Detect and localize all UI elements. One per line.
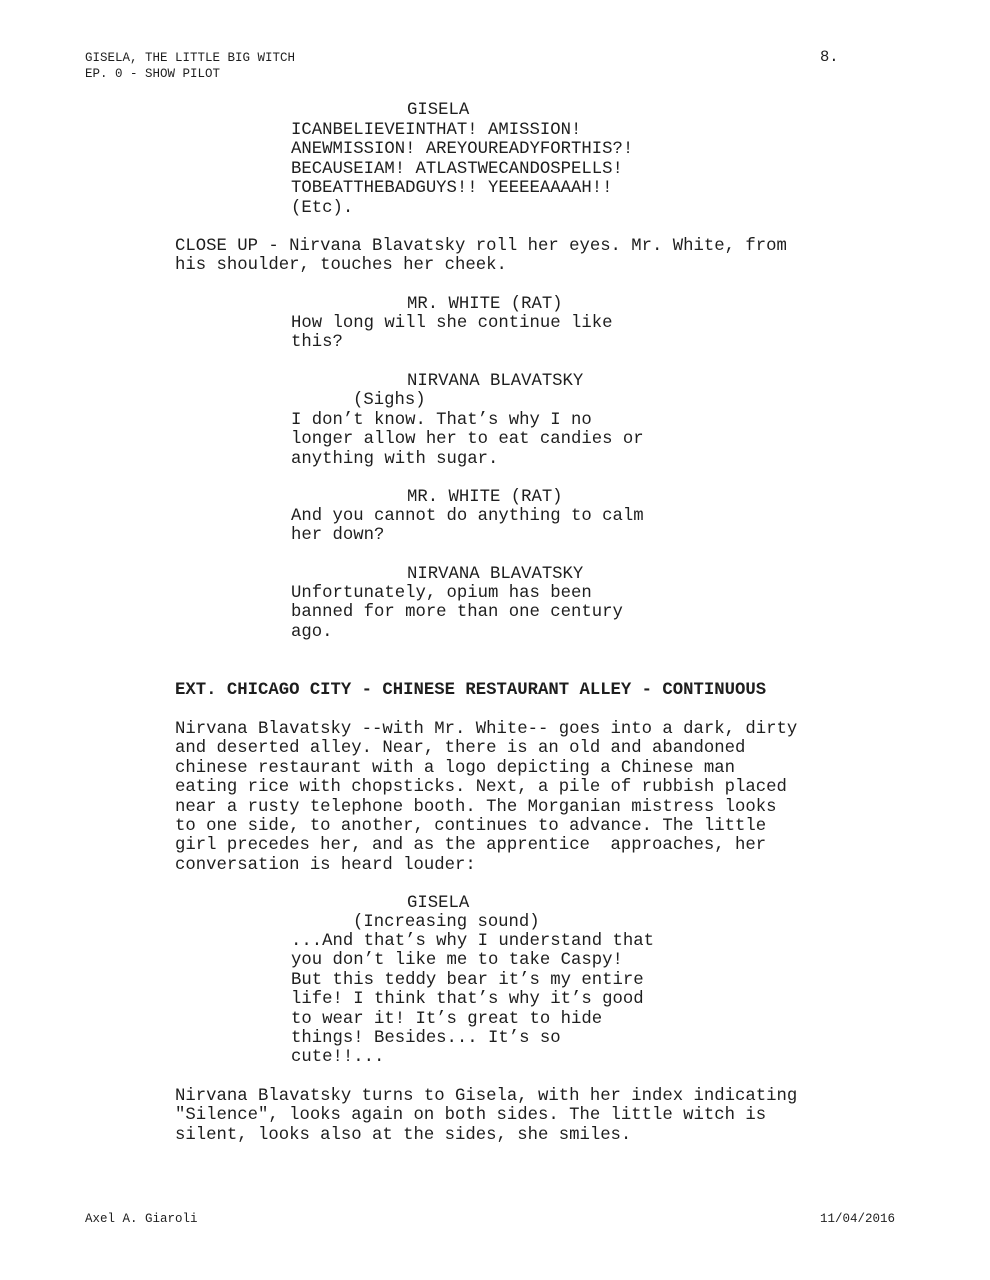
page-date: 11/04/2016 [820,1212,896,1226]
page-header [85,50,295,82]
parenthetical: (Increasing sound) [353,913,540,932]
character-name: MR. WHITE (RAT) [407,295,563,314]
action-line: Nirvana Blavatsky turns to Gisela, with her index indicating "Silence", looks again on both sides. The little witch is silent, looks also at the sides, she smiles. [175,1087,798,1145]
page-number: 8. [820,48,839,66]
character-name: MR. WHITE (RAT) [407,488,563,507]
dialogue: And you cannot do anything to calm her down? [291,507,644,546]
parenthetical: (Sighs) [353,391,426,410]
action-line: Nirvana Blavatsky --with Mr. White-- goes into a dark, dirty and deserted alley. Near, there is an old and abandoned chinese restaurant with a logo depicting a Chinese man eating rice with chopsticks. Next, a pile of rubbish placed near a rusty telephone booth. The Morganian mistress looks to one side, to another, continues to advance. The little girl precedes her, and as the apprentice approaches, her conversation is heard louder: [175,720,798,875]
dialogue: How long will she continue like this? [291,314,613,353]
dialogue: ICANBELIEVEINTHAT! AMISSION! ANEWMISSION! AREYOUREADYFORTHIS?! BECAUSEIAM! ATLASTWECANDOSPELLS! TOBEATTHEBADGUYS!! YEEEEAAAAH!! (Etc). [291,121,634,218]
character-name: GISELA [407,894,470,913]
character-name: NIRVANA BLAVATSKY [407,372,584,391]
action-line: CLOSE UP - Nirvana Blavatsky roll her eyes. Mr. White, from his shoulder, touches her cheek. [175,237,787,276]
author-name: Axel A. Giaroli [85,1212,198,1226]
character-name: NIRVANA BLAVATSKY [407,565,584,584]
character-name: GISELA [407,101,470,120]
script-title: GISELA, THE LITTLE BIG WITCH [85,51,296,65]
episode-label: EP. 0 - SHOW PILOT [85,67,221,81]
dialogue: I don’t know. That’s why I no longer allow her to eat candies or anything with sugar. [291,411,644,469]
dialogue: ...And that’s why I understand that you don’t like me to take Caspy! But this teddy bear it’s my entire life! I think that’s why it’s good to wear it! It’s great to hide things! Besides... It’s so cute!!... [291,932,654,1068]
dialogue: Unfortunately, opium has been banned for more than one century ago. [291,584,623,642]
scene-heading: EXT. CHICAGO CITY - CHINESE RESTAURANT ALLEY - CONTINUOUS [175,681,767,700]
